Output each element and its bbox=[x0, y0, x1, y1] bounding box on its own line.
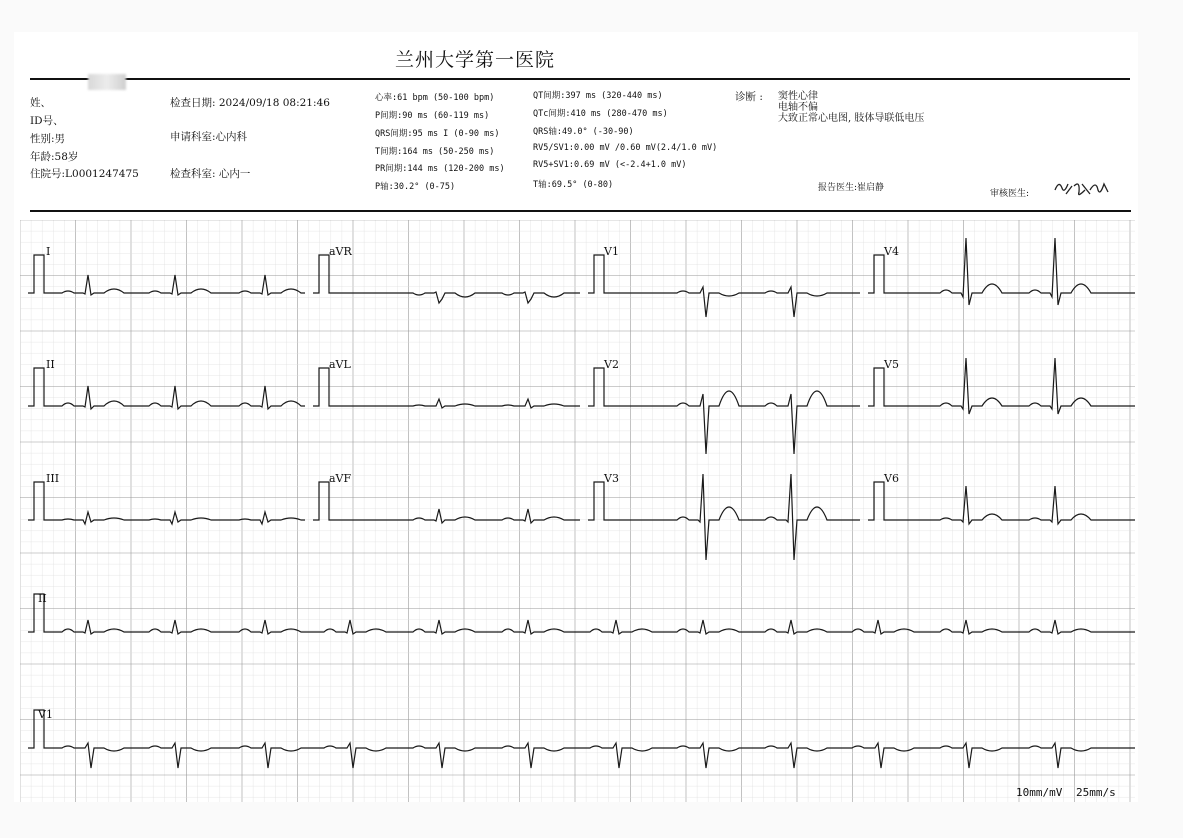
patient-name-label: 姓、 bbox=[30, 97, 51, 109]
ecg-trace-v1 bbox=[28, 710, 1135, 768]
lead-label-v1-rhythm: V1 bbox=[38, 708, 53, 721]
ecg-lead-labels bbox=[37, 245, 899, 721]
ecg-tracing bbox=[20, 220, 1135, 802]
measurement-qrs-axis: QRS轴:49.0° (-30-90) bbox=[533, 127, 634, 137]
measurement-pr-interval: PR间期:144 ms (120-200 ms) bbox=[375, 164, 505, 174]
lead-label-v1: V1 bbox=[604, 245, 619, 258]
report-doctor: 报告医生:崔启静 bbox=[818, 183, 885, 193]
ecg-traces bbox=[28, 238, 1135, 768]
lead-label-avf: aVF bbox=[329, 472, 352, 485]
patient-age: 年龄:58岁 bbox=[30, 151, 79, 163]
lead-label-v3: V3 bbox=[604, 472, 619, 485]
lead-label-i: I bbox=[46, 245, 51, 258]
lead-label-v2: V2 bbox=[604, 358, 619, 371]
lead-label-v5: V5 bbox=[884, 358, 899, 371]
exam-dept: 检查科室: 心内一 bbox=[170, 168, 251, 180]
lead-label-ii: II bbox=[46, 358, 55, 371]
gain-label: 10mm/mV bbox=[1016, 786, 1063, 799]
ecg-trace-iii bbox=[28, 482, 305, 524]
ecg-trace-ii bbox=[28, 594, 1135, 634]
lead-label-v4: V4 bbox=[884, 245, 899, 258]
request-dept: 申请科室:心内科 bbox=[170, 131, 248, 143]
diagnosis-line-1: 窦性心律 bbox=[778, 91, 818, 102]
lead-label-avl: aVL bbox=[329, 358, 351, 371]
lead-label-iii: III bbox=[46, 472, 60, 485]
review-doctor-label: 审核医生: bbox=[990, 189, 1030, 199]
diagnosis-line-2: 电轴不偏 bbox=[778, 102, 818, 113]
patient-admission-no: 住院号:L0001247475 bbox=[30, 168, 139, 180]
diagnosis-line-3: 大致正常心电图, 肢体导联低电压 bbox=[778, 113, 925, 124]
measurement-p-interval: P间期:90 ms (60-119 ms) bbox=[375, 111, 490, 121]
measurement-rv5-sv1: RV5/SV1:0.00 mV /0.60 mV(2.4/1.0 mV) bbox=[533, 143, 718, 153]
diagnosis-label: 诊断 : bbox=[735, 91, 763, 103]
lead-label-v6: V6 bbox=[884, 472, 899, 485]
measurement-qrs-interval: QRS间期:95 ms I (0-90 ms) bbox=[375, 129, 500, 139]
measurement-qtc: QTc间期:410 ms (280-470 ms) bbox=[533, 109, 668, 119]
review-doctor-signature bbox=[1052, 176, 1114, 200]
ecg-trace-ii bbox=[28, 368, 305, 409]
speed-label: 25mm/s bbox=[1076, 786, 1116, 799]
measurement-p-axis: P轴:30.2° (0-75) bbox=[375, 182, 456, 192]
measurement-t-axis: T轴:69.5° (0-80) bbox=[533, 180, 614, 190]
hospital-title: 兰州大学第一医院 bbox=[395, 49, 556, 71]
header-divider bbox=[30, 78, 1130, 80]
info-divider bbox=[30, 210, 1131, 212]
ecg-trace-i bbox=[28, 255, 305, 295]
redacted-name bbox=[88, 74, 126, 90]
measurement-rv5-plus-sv1: RV5+SV1:0.69 mV (<-2.4+1.0 mV) bbox=[533, 160, 687, 170]
lead-label-avr: aVR bbox=[329, 245, 352, 258]
measurement-qt: QT间期:397 ms (320-440 ms) bbox=[533, 91, 663, 101]
patient-id-label: ID号、 bbox=[30, 115, 64, 127]
measurement-heart-rate: 心率:61 bpm (50-100 bpm) bbox=[375, 93, 495, 103]
lead-label-ii-rhythm: II bbox=[38, 592, 47, 605]
exam-date: 检查日期: 2024/09/18 08:21:46 bbox=[170, 97, 330, 109]
measurement-t-interval: T间期:164 ms (50-250 ms) bbox=[375, 147, 495, 157]
patient-sex: 性别:男 bbox=[30, 133, 66, 145]
